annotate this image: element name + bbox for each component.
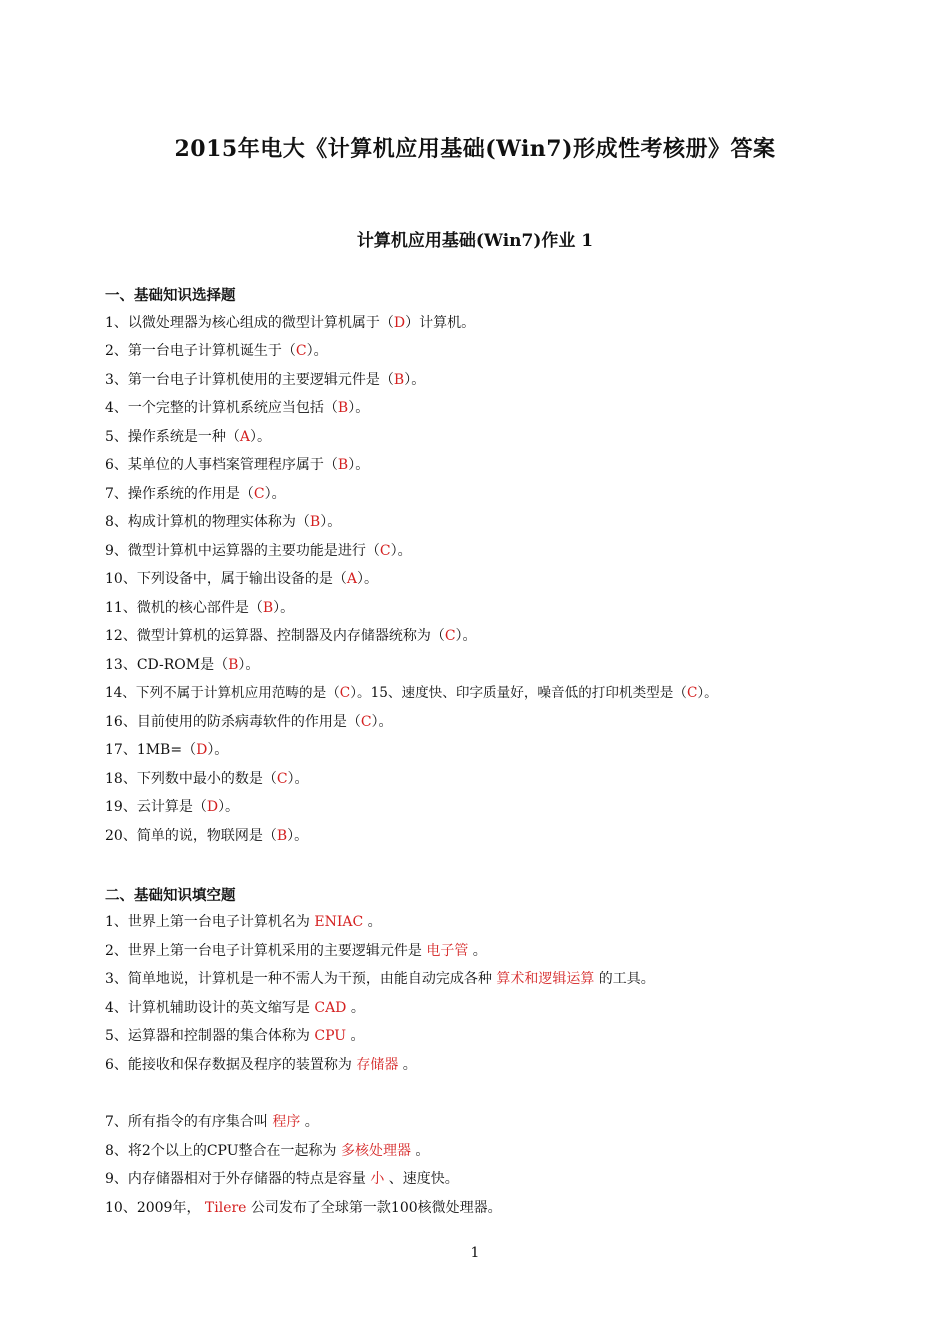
answer: B (337, 457, 349, 473)
answer: B (337, 400, 349, 416)
question-line: 20、简单的说，物联网是（B）。 (105, 828, 309, 844)
question-line: 17、1MB=（D）。 (105, 742, 229, 758)
page-number: 1 (470, 1245, 480, 1261)
question-line: 7、操作系统的作用是（C）。 (105, 486, 286, 502)
question-line: 4、一个完整的计算机系统应当包括（B）。 (105, 400, 370, 416)
section1-heading: 一、基础知识选择题 (105, 287, 236, 304)
fill-line: 6、能接收和保存数据及程序的装置称为 存储器 。 (105, 1057, 417, 1073)
question-line: 6、某单位的人事档案管理程序属于（B）。 (105, 457, 370, 473)
question-line: 1、以微处理器为核心组成的微型计算机属于（D）计算机。 (105, 315, 476, 331)
answer: 存储器 (356, 1057, 399, 1073)
fill-line: 7、所有指令的有序集合叫 程序 。 (105, 1114, 319, 1130)
question-line: 12、微型计算机的运算器、控制器及内存储器统称为（C）。 (105, 628, 477, 644)
answer: C (276, 771, 288, 787)
answer: C (295, 343, 307, 359)
answer: C (444, 628, 456, 644)
answer: C (686, 685, 698, 701)
answer: B (276, 828, 288, 844)
question-line: 19、云计算是（D）。 (105, 799, 240, 815)
fill-line: 2、世界上第一台电子计算机采用的主要逻辑元件是 电子管 。 (105, 943, 487, 959)
question-line: 9、微型计算机中运算器的主要功能是进行（C）。 (105, 543, 412, 559)
section2-heading: 二、基础知识填空题 (105, 887, 236, 904)
answer: B (393, 372, 405, 388)
answer: A (346, 571, 357, 587)
answer: D (393, 315, 406, 331)
answer: 算术和逻辑运算 (496, 971, 595, 987)
fill-line: 1、世界上第一台电子计算机名为 ENIAC 。 (105, 914, 382, 930)
answer: C (253, 486, 265, 502)
question-line: 14、下列不属于计算机应用范畴的是（C）。15、速度快、印字质量好，噪音低的打印机类型是（C）。 (105, 685, 718, 701)
question-line: 8、构成计算机的物理实体称为（B）。 (105, 514, 342, 530)
fill-line: 9、内存储器相对于外存储器的特点是容量 小 、速度快。 (105, 1171, 459, 1187)
answer: Tilere (204, 1200, 247, 1216)
answer: D (206, 799, 219, 815)
answer: C (339, 685, 351, 701)
question-line: 10、下列设备中，属于输出设备的是（A）。 (105, 571, 378, 587)
question-line: 11、微机的核心部件是（B）。 (105, 600, 295, 616)
answer: ENIAC (314, 914, 364, 930)
answer: D (196, 742, 208, 758)
answer: B (309, 514, 321, 530)
answer: B (228, 657, 239, 673)
fill-line: 3、简单地说，计算机是一种不需人为干预，由能自动完成各种 算术和逻辑运算 的工具。 (105, 971, 655, 987)
answer: 电子管 (426, 943, 469, 959)
document-title: 2015年电大《计算机应用基础(Win7)形成性考核册》答案 (174, 136, 776, 162)
question-line: 3、第一台电子计算机使用的主要逻辑元件是（B）。 (105, 372, 426, 388)
answer: CPU (314, 1028, 347, 1044)
question-line: 16、目前使用的防杀病毒软件的作用是（C）。 (105, 714, 393, 730)
answer: B (262, 600, 274, 616)
answer: A (239, 429, 251, 445)
answer: C (360, 714, 372, 730)
question-line: 18、下列数中最小的数是（C）。 (105, 771, 309, 787)
fill-line: 8、将2个以上的CPU整合在一起称为 多核处理器 。 (105, 1143, 430, 1159)
answer: C (379, 543, 391, 559)
question-line: 5、操作系统是一种（A）。 (105, 429, 272, 445)
fill-line: 10、2009年， Tilere 公司发布了全球第一款100核微处理器。 (105, 1200, 502, 1216)
fill-line: 5、运算器和控制器的集合体称为 CPU 。 (105, 1028, 365, 1044)
answer: 程序 (272, 1114, 301, 1130)
question-line: 2、第一台电子计算机诞生于（C）。 (105, 343, 328, 359)
answer: 小 (370, 1171, 385, 1187)
question-line: 13、CD-ROM是（B）。 (105, 657, 260, 673)
answer: CAD (314, 1000, 347, 1016)
fill-line: 4、计算机辅助设计的英文缩写是 CAD 。 (105, 1000, 365, 1016)
document-subtitle: 计算机应用基础(Win7)作业 1 (356, 231, 594, 251)
answer: 多核处理器 (340, 1143, 411, 1159)
